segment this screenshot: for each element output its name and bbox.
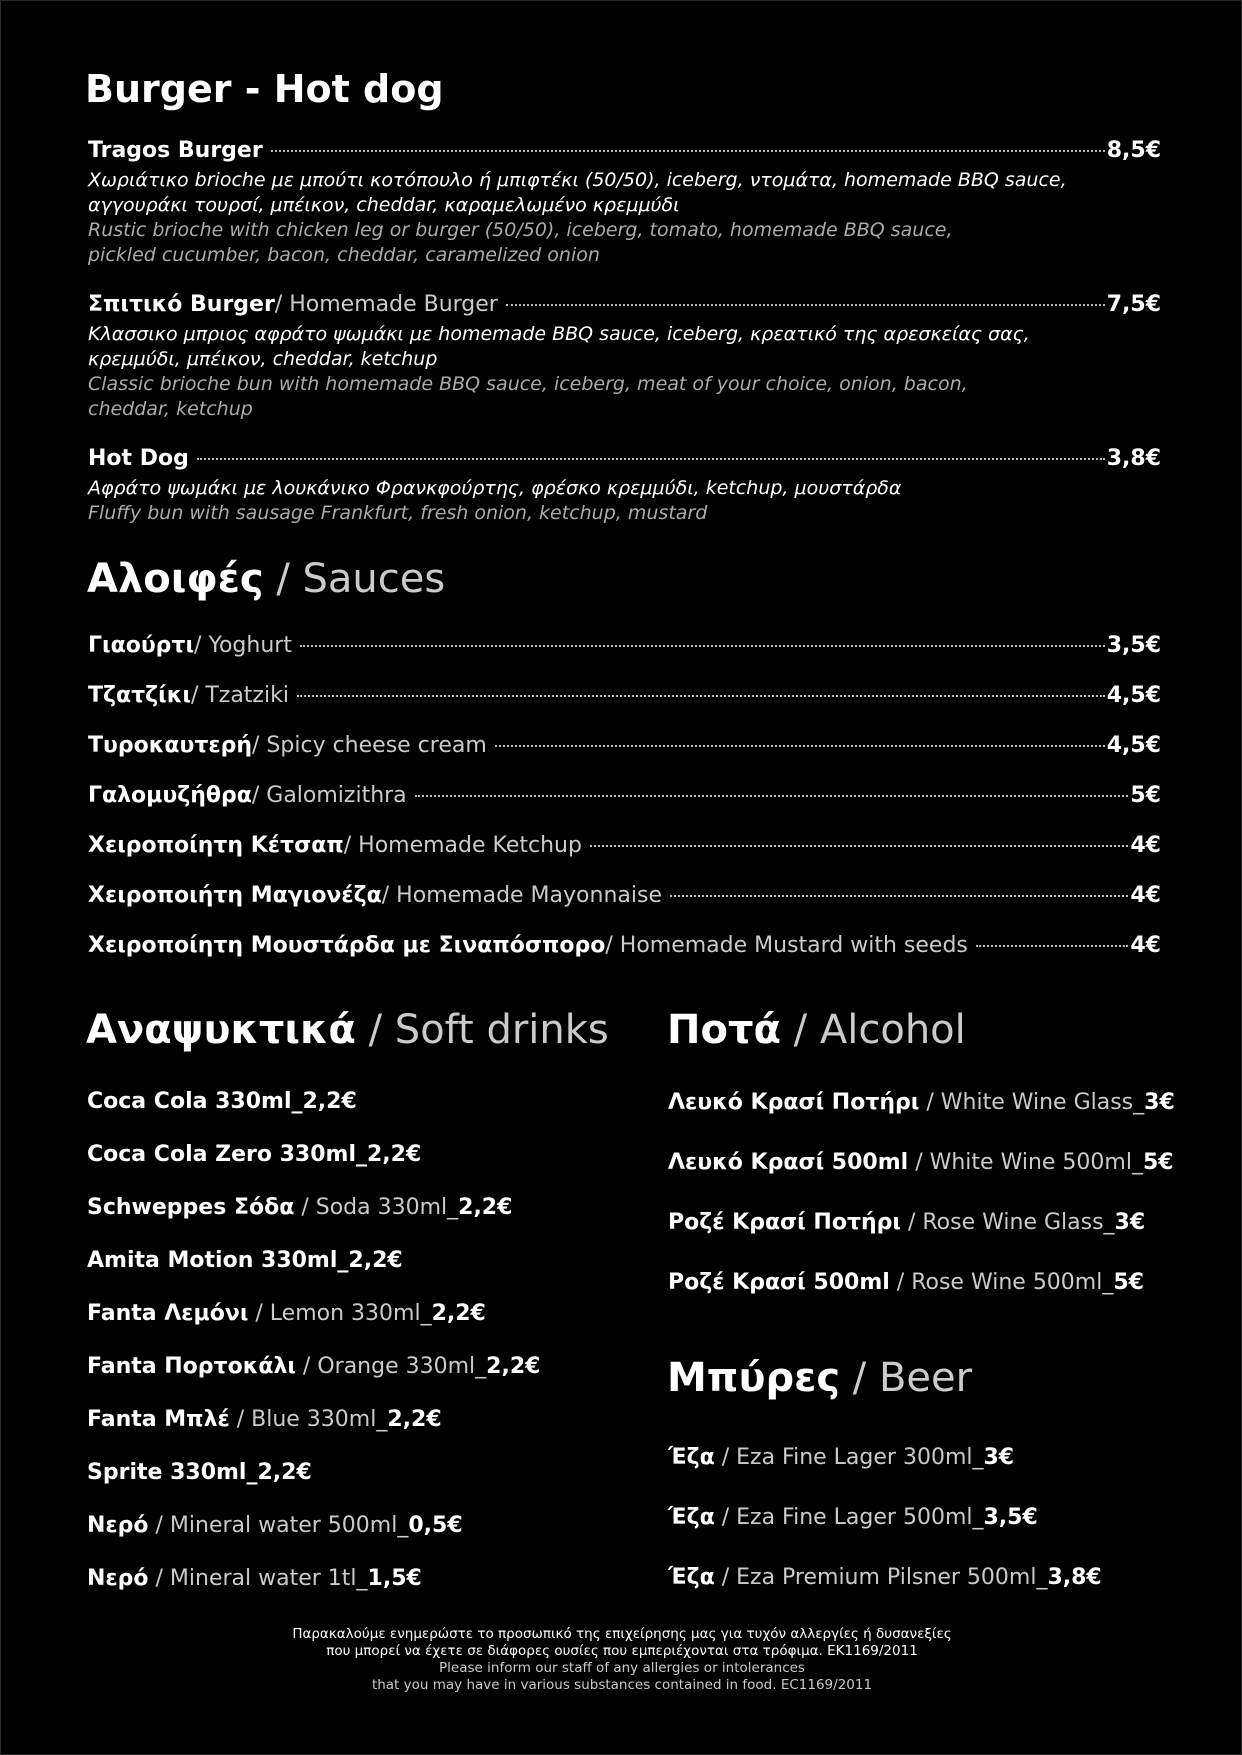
soft-drink-item: Fanta Πορτοκάλι / Orange 330ml_2,2€ [87, 1354, 541, 1379]
item-en-name: / Homemade Burger [274, 292, 498, 317]
allergy-notice-en-line1: Please inform our staff of any allergies or intolerances [439, 1660, 805, 1676]
soft-drink-item: Fanta Μπλέ / Blue 330ml_2,2€ [87, 1407, 442, 1432]
dot-leader [415, 795, 1129, 797]
dot-leader [197, 458, 1105, 460]
dot-leader [271, 150, 1105, 152]
allergy-notice-gr-line1: Παρακαλούμε ενημερώστε το προσωπικό της επιχείρησης μας για τυχόν αλλεργίες ή δυσανεξίες [292, 1626, 952, 1642]
item-desc-en: Rustic brioche with chicken leg or burger (50/50), iceberg, tomato, homemade BBQ sauce, pickled cucumber, bacon, cheddar, caramelized onion [88, 219, 953, 266]
menu-item-tragos-burger [88, 138, 1161, 268]
soft-drinks-title: Αναψυκτικά / Soft drinks [86, 1007, 609, 1053]
allergy-notice-en-line2: that you may have in various substances contained in food. EC1169/2011 [371, 1677, 873, 1693]
dot-leader [590, 845, 1128, 847]
beer-item: Έζα / Eza Fine Lager 300ml_3€ [668, 1445, 1015, 1470]
item-desc-gr: Κλασσικο μπριος αφράτο ψωμάκι με homemade BBQ sauce, iceberg, κρεατικό της αρεσκείας σας, κρεμμύδι, μπέικον, cheddar, ketchup [88, 323, 1030, 370]
menu-item-homemade-burger [88, 292, 1161, 422]
dot-leader [670, 895, 1128, 897]
soft-drink-item: Νερό / Mineral water 500ml_0,5€ [87, 1513, 463, 1538]
soft-drink-item: Coca Cola 330ml_2,2€ [87, 1089, 357, 1114]
sauce-item-mayonnaise: Χειροποιήτη Μαγιονέζα / Homemade Mayonnaise 4€ [88, 883, 1161, 908]
beer-item: Έζα / Eza Premium Pilsner 500ml_3,8€ [668, 1565, 1102, 1590]
menu-item-hot-dog [88, 446, 1161, 526]
item-desc-gr: Χωριάτικο brioche με μπούτι κοτόπουλο ή μπιφτέκι (50/50), iceberg, ντομάτα, homemade BBQ sauce, αγγουράκι τουρσί, μπέικον, cheddar, καραμελωμένο κρεμμύδι [88, 169, 1067, 216]
soft-drink-item: Schweppes Σόδα / Soda 330ml_2,2€ [87, 1195, 513, 1220]
sauce-item-galomizithra: Γαλομυζήθρα / Galomizithra 5€ [88, 783, 1161, 808]
item-desc-gr: Αφράτο ψωμάκι με λουκάνικο Φρανκφούρτης, φρέσκο κρεμμύδι, ketchup, μουστάρδα [88, 477, 902, 499]
alcohol-item: Λευκό Κρασί Ποτήρι / White Wine Glass_3€ [668, 1090, 1175, 1115]
item-price: 8,5€ [1106, 138, 1161, 163]
allergy-notice [1, 1626, 1242, 1694]
dot-leader [297, 695, 1105, 697]
sauce-item-ketchup: Χειροποίητη Κέτσαπ / Homemade Ketchup 4€ [88, 833, 1161, 858]
sauce-item-yoghurt: Γιαούρτι / Yoghurt 3,5€ [88, 633, 1161, 658]
item-name: Tragos Burger [88, 138, 263, 163]
alcohol-item: Ροζέ Κρασί 500ml / Rose Wine 500ml_5€ [668, 1270, 1144, 1295]
sauces-title: Αλοιφές / Sauces [87, 556, 446, 602]
beer-item: Έζα / Eza Fine Lager 500ml_3,5€ [668, 1505, 1038, 1530]
dot-leader [976, 945, 1128, 947]
item-price: 3,8€ [1106, 446, 1161, 471]
item-name: Hot Dog [88, 446, 189, 471]
soft-drink-item: Sprite 330ml_2,2€ [87, 1460, 312, 1485]
dot-leader [506, 304, 1105, 306]
item-price: 7,5€ [1106, 292, 1161, 317]
alcohol-item: Ροζέ Κρασί Ποτήρι / Rose Wine Glass_3€ [668, 1210, 1146, 1235]
sauce-item-tzatziki: Τζατζίκι / Tzatziki 4,5€ [88, 683, 1161, 708]
soft-drink-item: Fanta Λεμόνι / Lemon 330ml_2,2€ [87, 1301, 486, 1326]
item-name: Σπιτικό Burger [88, 292, 275, 317]
alcohol-title: Ποτά / Alcohol [667, 1007, 966, 1053]
burgers-title: Burger - Hot dog [85, 67, 444, 111]
alcohol-item: Λευκό Κρασί 500ml / White Wine 500ml_5€ [668, 1150, 1174, 1175]
soft-drink-item: Coca Cola Zero 330ml_2,2€ [87, 1142, 422, 1167]
soft-drink-item: Νερό / Mineral water 1tl_1,5€ [87, 1566, 422, 1591]
allergy-notice-gr-line2: που μπορεί να έχετε σε διάφορες ουσίες που εμπεριέχονται στα τρόφιμα. ΕΚ1169/2011 [326, 1643, 918, 1659]
soft-drink-item: Amita Motion 330ml_2,2€ [87, 1248, 403, 1273]
dot-leader [495, 745, 1105, 747]
sauce-item-mustard: Χειροποίητη Μουστάρδα με Σιναπόσπορο / Homemade Mustard with seeds 4€ [88, 933, 1161, 958]
item-desc-en: Fluffy bun with sausage Frankfurt, fresh onion, ketchup, mustard [88, 502, 708, 524]
sauce-item-spicy-cheese: Τυροκαυτερή / Spicy cheese cream 4,5€ [88, 733, 1161, 758]
dot-leader [300, 645, 1105, 647]
item-desc-en: Classic brioche bun with homemade BBQ sauce, iceberg, meat of your choice, onion, bacon, cheddar, ketchup [88, 373, 968, 420]
beer-title: Μπύρες / Beer [667, 1355, 973, 1401]
